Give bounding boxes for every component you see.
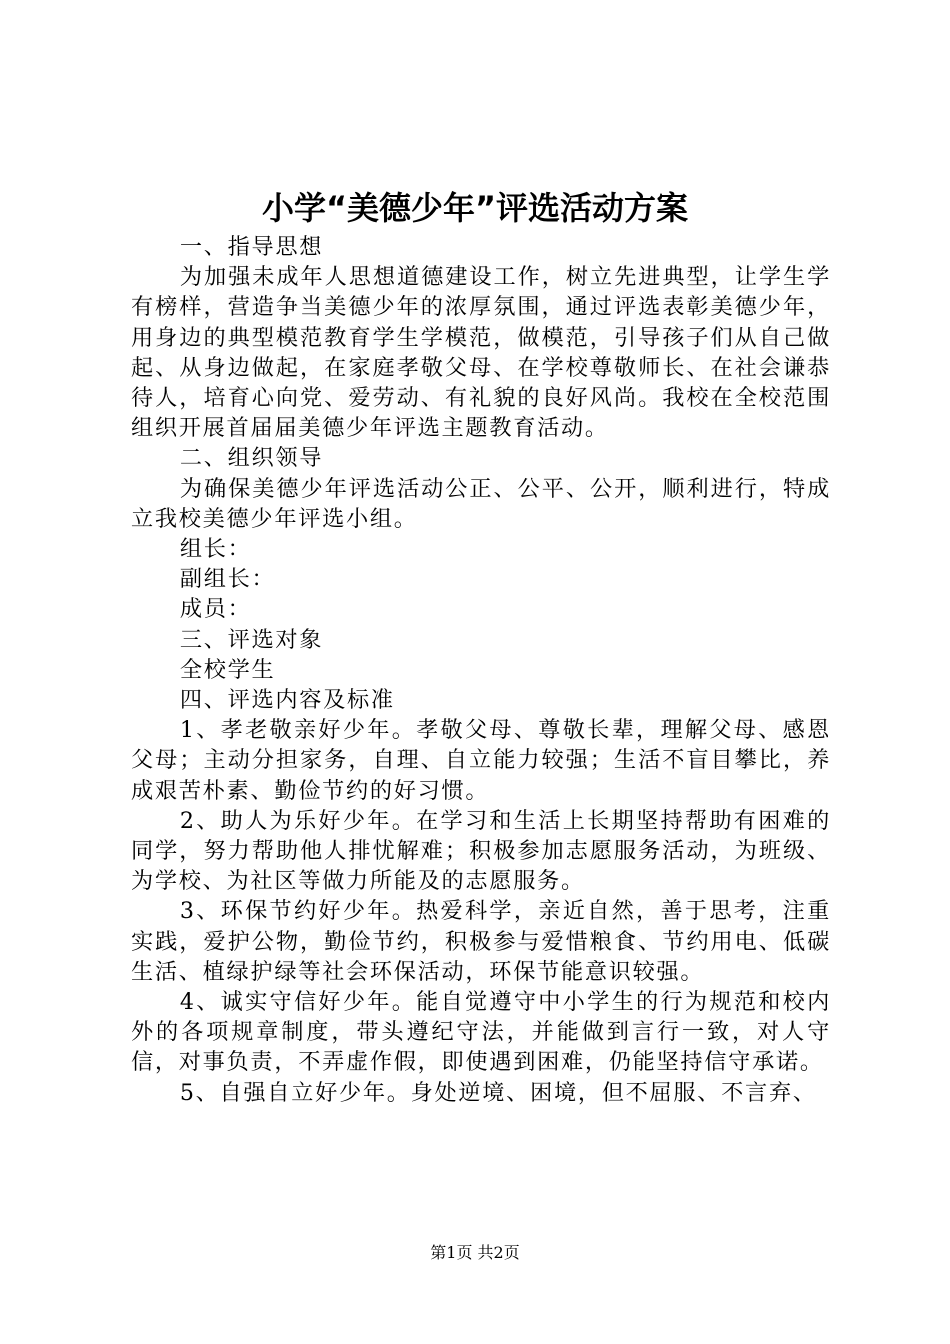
criteria-item-3: 3、环保节约好少年。热爱科学，亲近自然，善于思考，注重实践，爱护公物，勤俭节约，积极参与爱惜粮食、节约用电、低碳生活、植绿护绿等社会环保活动，环保节能意识较强。	[131, 898, 831, 985]
section-heading-guiding-ideology: 一、指导思想	[179, 234, 324, 260]
line-deputy-leader: 副组长：	[179, 566, 276, 593]
criteria-item-2: 2、助人为乐好少年。在学习和生活上长期坚持帮助有困难的同学，努力帮助他人排忧解难；积极参加志愿服务活动，为班级、为学校、为社区等做力所能及的志愿服务。	[131, 807, 831, 895]
section-heading-organization: 二、组织领导	[179, 445, 324, 472]
paragraph-guiding-ideology: 为加强未成年人思想道德建设工作，树立先进典型，让学生学有榜样，营造争当美德少年的浓厚氛围，通过评选表彰美德少年，用身边的典型模范教育学生学模范，做模范，引导孩子们从自己做起、从身边做起，在家庭孝敬父母、在学校尊敬师长、在社会谦恭待人，培育心向党、爱劳动、有礼貌的良好风尚。我校在全校范围组织开展首届届美德少年评选主题教育活动。	[131, 264, 831, 442]
line-group-leader: 组长：	[179, 536, 252, 563]
criteria-item-1: 1、孝老敬亲好少年。孝敬父母、尊敬长辈，理解父母、感恩父母；主动分担家务，自理、自立能力较强；生活不盲目攀比，养成艰苦朴素、勤俭节约的好习惯。	[131, 717, 831, 804]
document-body	[131, 232, 831, 1108]
paragraph-selection-target: 全校学生	[179, 656, 276, 683]
paragraph-organization: 为确保美德少年评选活动公正、公平、公开，顺利进行，特成立我校美德少年评选小组。	[131, 475, 831, 532]
section-heading-selection-target: 三、评选对象	[179, 626, 324, 653]
page-number-footer: 第1页 共2页	[430, 1243, 520, 1262]
section-heading-criteria: 四、评选内容及标准	[179, 687, 395, 714]
criteria-item-5: 5、自强自立好少年。身处逆境、困境，但不屈服、不言弃、	[179, 1079, 817, 1106]
criteria-item-4: 4、诚实守信好少年。能自觉遵守中小学生的行为规范和校内外的各项规章制度，带头遵纪守法，并能做到言行一致，对人守信，对事负责，不弄虚作假，即使遇到困难，仍能坚持信守承诺。	[131, 989, 831, 1076]
document-title: 小学“美德少年”评选活动方案	[261, 189, 689, 227]
line-members: 成员：	[179, 596, 252, 623]
